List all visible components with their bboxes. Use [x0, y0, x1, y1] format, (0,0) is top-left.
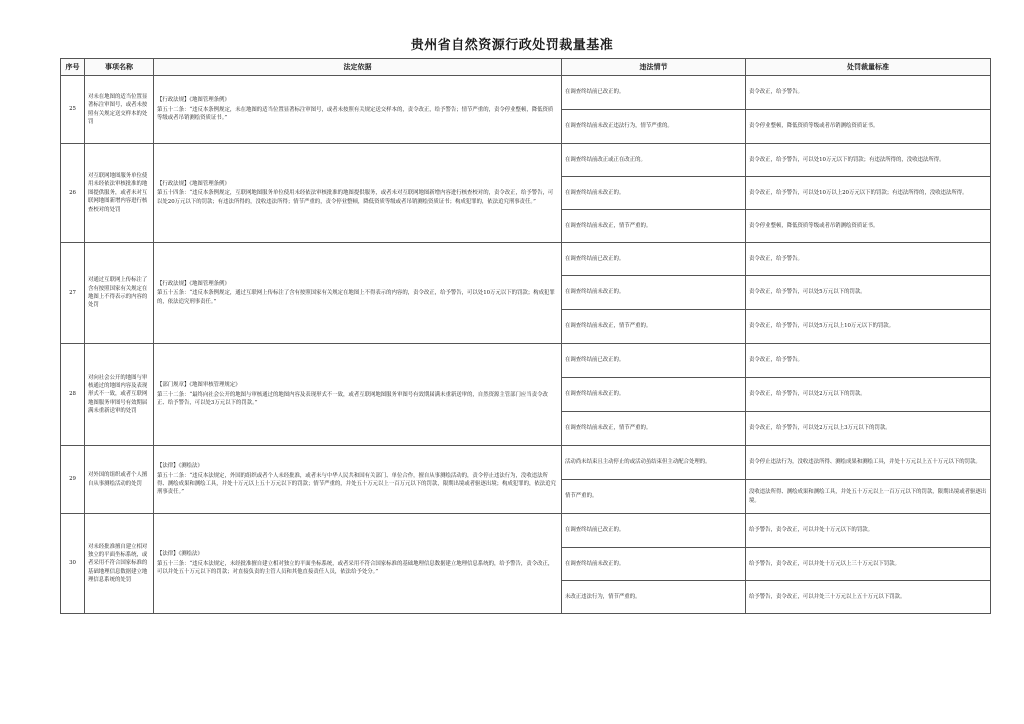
circumstance-cell: 在调查终结前未改正的。: [562, 548, 746, 581]
basis-source: 【行政法规】《地图管理条例》: [157, 180, 230, 187]
row-seq: 30: [61, 514, 85, 614]
circumstance-cell: 在调查终结前未改正违法行为，情节严重的。: [562, 110, 746, 144]
standard-cell: 给予警告，责令改正，可以并处三十万元以上五十万元以下罚款。: [746, 581, 991, 614]
row-seq: 29: [61, 446, 85, 514]
row-seq: 25: [61, 76, 85, 144]
circumstance-cell: 在调查终结前未改正，情节严重的。: [562, 412, 746, 446]
basis-source: 【行政法规】《地图管理条例》: [157, 280, 230, 287]
standard-cell: 责令改正，给予警告，可以处2万元以上3万元以下的罚款。: [746, 412, 991, 446]
row-item-name: 对互联网地图服务单位使用未经依法审核批准的地图提供服务，或者未对互联网地图新增内容进行核查校对的处罚: [85, 144, 154, 243]
standard-cell: 责令改正，给予警告，可以处5万元以上10万元以下的罚款。: [746, 310, 991, 344]
row-item-name: 对通过互联网上传标注了含有按照国家有关规定在地图上不得表示的内容的处罚: [85, 243, 154, 344]
basis-source: 【法律】《测绘法》: [157, 551, 203, 558]
circumstance-cell: 在调查终结前未改正，情节严重的。: [562, 210, 746, 243]
circumstance-cell: 在调查终结前改正或正在改正的。: [562, 144, 746, 177]
header-standard: 处罚裁量标准: [746, 59, 991, 76]
standard-cell: 给予警告，责令改正，可以并处十万元以下的罚款。: [746, 514, 991, 548]
row-legal-basis: [154, 76, 562, 144]
circumstance-cell: 在调查终结前未改正的。: [562, 177, 746, 210]
basis-source: 【部门规章】《地图审核管理规定》: [157, 382, 241, 389]
basis-text: 第五十四条：“违反本条例规定，互联网地图服务单位使用未经依法审核批准的地图提供服务，或者未对互联网地图新增内容进行核查校对的，责令改正，给予警告，可以处20万元以下的罚款；有违法所得的，没收违法所得；情节严重的，责令停业整顿，降低资质等级或者吊销测绘资质证书；构成犯罪的，依法追究刑事责任。”: [157, 190, 554, 205]
row-legal-basis: [154, 144, 562, 243]
circumstance-cell: 活动尚未结束且主动停止的或活动虽结束但主动配合处理的。: [562, 446, 746, 480]
basis-text: 第三十二条：“最终向社会公开的地图与审核通过的地图内容及表现形式不一致，或者互联网地图服务审图号有效期届满未重新送审的，自然资源主管部门应当责令改正、给予警告，可以处3万元以下的罚款。”: [157, 391, 548, 407]
circumstance-cell: 在调查终结前未改正的。: [562, 276, 746, 310]
basis-source: 【行政法规】《地图管理条例》: [157, 97, 230, 104]
row-item-name: 对未经批准擅自建立相对独立的平面坐标系统，或者采用不符合国家标准的基础地理信息数据建立地理信息系统的处罚: [85, 514, 154, 614]
row-legal-basis: [154, 446, 562, 514]
standard-cell: 责令改正，给予警告。: [746, 344, 991, 378]
header-circumstance: 违法情节: [562, 59, 746, 76]
standard-cell: 责令改正，给予警告，可以处2万元以下的罚款。: [746, 378, 991, 412]
table-row: [61, 144, 991, 177]
standard-cell: 责令停止违法行为，没收违法所得、测绘成果和测绘工具，并处十万元以上五十万元以下的罚款。: [746, 446, 991, 480]
circumstance-cell: 在调查终结前未改正的。: [562, 378, 746, 412]
row-seq: 27: [61, 243, 85, 344]
header-seq: 序号: [61, 59, 85, 76]
header-item: 事项名称: [85, 59, 154, 76]
basis-source: 【法律】《测绘法》: [157, 463, 203, 470]
circumstance-cell: 在调查终结前已改正的。: [562, 243, 746, 276]
row-seq: 26: [61, 144, 85, 243]
row-seq: 28: [61, 344, 85, 446]
circumstance-cell: 未改正违法行为，情节严重的。: [562, 581, 746, 614]
basis-text: 第五十三条：“违反本法规定，未经批准擅自建立相对独立的平面坐标系统，或者采用不符合国家标准的基础地理信息数据建立地理信息系统的，给予警告，责令改正，可以并处五十万元以下的罚款；对直接负责的主管人员和其他直接责任人员，依法给予处分。”: [157, 560, 554, 576]
standard-cell: 责令改正，给予警告，可以处10万以上20万元以下的罚款；有违法所得的，没收违法所得。: [746, 177, 991, 210]
standard-cell: 责令改正，给予警告。: [746, 243, 991, 276]
circumstance-cell: 情节严重的。: [562, 480, 746, 514]
standard-cell: 责令停业整顿，降低资质等级或者吊销测绘资质证书。: [746, 110, 991, 144]
header-row: [61, 59, 991, 76]
basis-text: 第五十五条：“违反本条例规定，通过互联网上传标注了含有按照国家有关规定在地图上不得表示的内容的，责令改正，给予警告，可以处10万元以下的罚款；构成犯罪的，依法追究刑事责任。”: [157, 290, 555, 305]
penalty-table: [60, 58, 991, 614]
table-row: [61, 514, 991, 548]
row-item-name: 对向社会公开的地图与审核通过的地图内容及表现形式不一致，或者互联网地图服务审图号有效期届满未重新送审的处罚: [85, 344, 154, 446]
row-legal-basis: [154, 243, 562, 344]
row-item-name: 对未在地图的适当位置显著标注审图号，或者未按照有关规定送交样本的处罚: [85, 76, 154, 144]
table-row: [61, 446, 991, 480]
header-basis: 法定依据: [154, 59, 562, 76]
circumstance-cell: 在调查终结前已改正的。: [562, 514, 746, 548]
basis-text: 第五十二条：“违反本法规定，外国的组织或者个人未经批准，或者未与中华人民共和国有关部门、单位合作，擅自从事测绘活动的，责令停止违法行为，没收违法所得、测绘成果和测绘工具，并处十万元以上五十万元以下的罚款；情节严重的，并处五十万元以上一百万元以下的罚款，限期出境或者驱逐出境；构成犯罪的，依法追究刑事责任。”: [157, 472, 556, 496]
standard-cell: 没收违法所得、测绘成果和测绘工具，并处五十万元以上一百万元以下的罚款，限期出境或者驱逐出境。: [746, 480, 991, 514]
circumstance-cell: 在调查终结前未改正，情节严重的。: [562, 310, 746, 344]
table-row: [61, 243, 991, 276]
row-legal-basis: [154, 344, 562, 446]
table-row: [61, 76, 991, 110]
standard-cell: 责令改正，给予警告，可以处10万元以下的罚款；有违法所得的，没收违法所得。: [746, 144, 991, 177]
standard-cell: 责令改正，给予警告，可以处5万元以下的罚款。: [746, 276, 991, 310]
basis-text: 第五十二条：“违反本条例规定，未在地图的适当位置显著标注审图号，或者未按照有关规定送交样本的，责令改正，给予警告；情节严重的，责令停业整顿，降低资质等级或者吊销测绘资质证书。”: [157, 106, 554, 122]
standard-cell: 责令改正，给予警告。: [746, 76, 991, 110]
row-legal-basis: [154, 514, 562, 614]
standard-cell: 给予警告，责令改正，可以并处十万元以上三十万元以下罚款。: [746, 548, 991, 581]
table-row: [61, 344, 991, 378]
row-item-name: 对外国的组织或者个人擅自从事测绘活动的处罚: [85, 446, 154, 514]
page-title: 贵州省自然资源行政处罚裁量基准: [410, 38, 614, 53]
circumstance-cell: 在调查终结前已改正的。: [562, 76, 746, 110]
circumstance-cell: 在调查终结前已改正的。: [562, 344, 746, 378]
standard-cell: 责令停业整顿，降低资质等级或者吊销测绘资质证书。: [746, 210, 991, 243]
